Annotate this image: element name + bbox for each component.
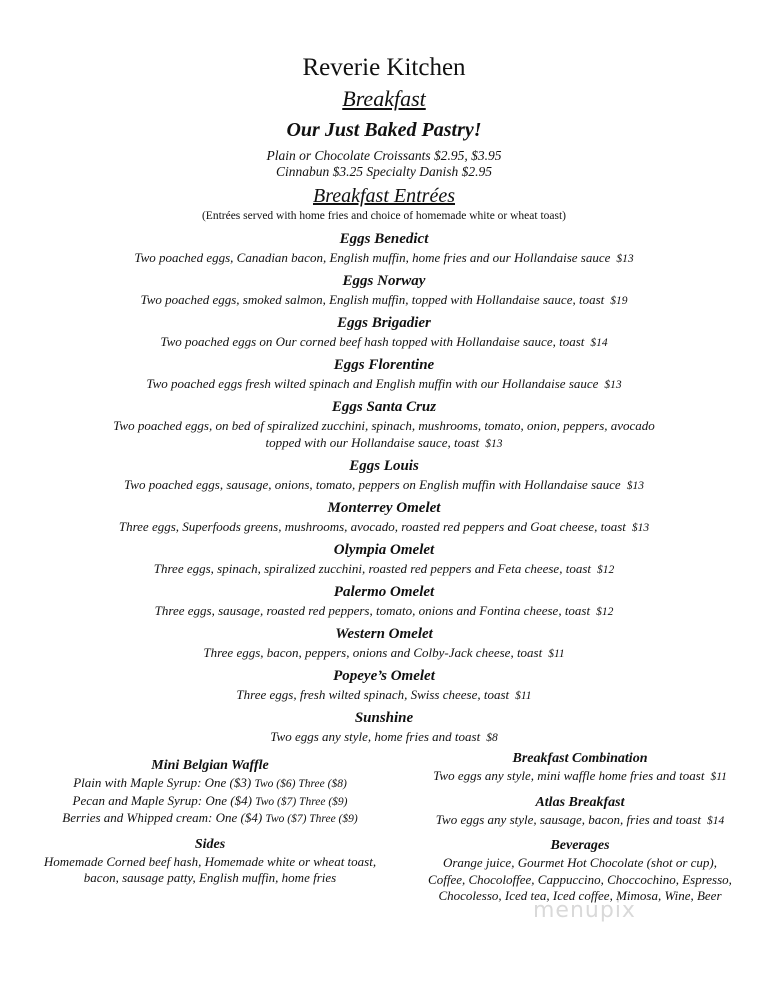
item-description: [0, 476, 768, 495]
list-item: [0, 709, 768, 747]
item-price: $12: [597, 564, 615, 576]
item-description: [0, 291, 768, 310]
combination-price: $11: [710, 771, 727, 783]
restaurant-name: Reverie Kitchen: [302, 54, 466, 81]
item-name: Eggs Brigadier: [337, 315, 431, 331]
beverages-line-3: Chocolesso, Iced tea, Iced coffee, Mimosa, Wine, Beer: [438, 888, 722, 903]
sides-line-1: Homemade Corned beef hash, Homemade white or wheat toast,: [43, 853, 377, 869]
atlas-price: $14: [706, 814, 725, 827]
waffle-line-small: Two ($7) Three ($9): [255, 795, 348, 808]
waffle-line: [20, 775, 400, 793]
item-price: $19: [610, 295, 628, 307]
beverages-heading: Beverages: [550, 838, 610, 853]
list-item: [0, 230, 768, 268]
atlas-desc: [405, 812, 755, 830]
list-item: [0, 314, 768, 352]
item-name: Popeye’s Omelet: [333, 668, 435, 684]
list-item: [0, 499, 768, 537]
waffle-line-small: Two ($6) Three ($8): [254, 778, 347, 790]
item-description: [0, 518, 768, 537]
waffle-line-small: Two ($7) Three ($9): [265, 813, 358, 825]
item-price: $14: [590, 337, 608, 349]
right-column: [405, 750, 755, 905]
waffle-line-main: Plain with Maple Syrup: One ($3): [73, 775, 255, 790]
item-name: Monterrey Omelet: [327, 500, 441, 516]
item-name: Palermo Omelet: [333, 584, 435, 600]
item-price: $13: [604, 379, 622, 391]
item-name: Western Omelet: [335, 626, 433, 642]
item-price: $12: [596, 606, 614, 618]
item-desc-text: Three eggs, bacon, peppers, onions and Colby-Jack cheese, toast: [203, 645, 543, 660]
list-item: [0, 667, 768, 705]
list-item: [0, 583, 768, 621]
watermark-logo: menupix: [533, 898, 636, 923]
item-description: [0, 249, 768, 268]
item-description: Two poached eggs, on bed of spiralized zucchini, spinach, mushrooms, tomato, onion, peppers, avocado: [113, 418, 655, 433]
list-item: [0, 398, 768, 453]
beverages-line-2: Coffee, Chocoloffee, Cappuccino, Choccochino, Espresso,: [428, 871, 732, 887]
sides-heading: Sides: [194, 836, 226, 852]
waffle-line: [20, 793, 400, 811]
item-price: $8: [486, 732, 498, 744]
list-item: [0, 272, 768, 310]
item-name: Eggs Louis: [349, 458, 419, 474]
waffle-line-main: Pecan and Maple Syrup: One ($4): [72, 792, 256, 808]
item-desc-text: topped with our Hollandaise sauce, toast: [265, 435, 480, 450]
waffle-line-main: Berries and Whipped cream: One ($4): [62, 810, 266, 825]
item-name: Eggs Florentine: [333, 357, 435, 373]
item-desc-text: Three eggs, Superfoods greens, mushrooms, avocado, roasted red peppers and Goat cheese, toast: [118, 519, 626, 534]
combination-heading: Breakfast Combination: [512, 751, 648, 766]
item-desc-text: Three eggs, sausage, roasted red peppers, tomato, onions and Fontina cheese, toast: [154, 603, 591, 618]
item-desc-text: Three eggs, fresh wilted spinach, Swiss cheese, toast: [236, 687, 510, 702]
list-item: [0, 356, 768, 394]
menu-title: Breakfast: [342, 86, 426, 111]
beverages-line-1: Orange juice, Gourmet Hot Chocolate (shot or cup),: [442, 855, 718, 870]
list-item: [0, 457, 768, 495]
item-description: [0, 375, 768, 394]
item-price: $13: [626, 480, 644, 492]
pastry-line-2: Cinnabun $3.25 Specialty Danish $2.95: [276, 164, 492, 179]
item-description: [0, 560, 768, 579]
item-desc-text: Two poached eggs, Canadian bacon, English muffin, home fries and our Hollandaise sauce: [134, 250, 611, 265]
item-desc-text: Three eggs, spinach, spiralized zucchini, roasted red peppers and Feta cheese, toast: [153, 561, 591, 576]
item-price: $13: [631, 522, 650, 534]
sides-line-2: bacon, sausage patty, English muffin, home fries: [83, 870, 337, 885]
pastry-line-1: Plain or Chocolate Croissants $2.95, $3.95: [266, 148, 502, 163]
item-name: Olympia Omelet: [333, 542, 435, 558]
item-price: $13: [485, 438, 503, 450]
waffle-line: [20, 810, 400, 828]
item-name: Eggs Norway: [342, 273, 426, 289]
item-description: [0, 728, 768, 747]
combination-desc-text: Two eggs any style, mini waffle home fries and toast: [433, 768, 705, 783]
item-price: $11: [548, 648, 565, 660]
waffle-heading: Mini Belgian Waffle: [151, 758, 269, 773]
item-description-cont: [0, 434, 768, 453]
item-name: Eggs Benedict: [339, 231, 429, 247]
item-desc-text: Two poached eggs fresh wilted spinach and English muffin with our Hollandaise sauce: [146, 376, 599, 391]
item-price: $13: [616, 253, 634, 265]
combination-desc: [405, 768, 755, 786]
atlas-desc-text: Two eggs any style, sausage, bacon, fries and toast: [435, 811, 701, 827]
item-name: Eggs Santa Cruz: [331, 399, 437, 415]
item-price: $11: [515, 690, 532, 702]
item-description: [0, 602, 768, 621]
item-desc-text: Two poached eggs, smoked salmon, English muffin, topped with Hollandaise sauce, toast: [140, 292, 605, 307]
entrees-heading: Breakfast Entrées: [312, 185, 455, 207]
item-desc-text: Two eggs any style, home fries and toast: [270, 729, 481, 744]
item-name: Sunshine: [354, 710, 414, 726]
item-description: [0, 644, 768, 663]
entree-list: [0, 230, 768, 751]
item-desc-text: Two poached eggs, sausage, onions, tomato, peppers on English muffin with Hollandaise sauce: [124, 477, 621, 492]
item-description: [0, 333, 768, 352]
atlas-heading: Atlas Breakfast: [535, 794, 625, 810]
item-desc-text: Two poached eggs on Our corned beef hash topped with Hollandaise sauce, toast: [160, 334, 585, 349]
left-column: [20, 757, 400, 887]
pastry-heading: Our Just Baked Pastry!: [286, 119, 482, 141]
list-item: [0, 625, 768, 663]
item-description: [0, 686, 768, 705]
entrees-note: (Entrées served with home fries and choice of homemade white or wheat toast): [201, 210, 567, 222]
list-item: [0, 541, 768, 579]
